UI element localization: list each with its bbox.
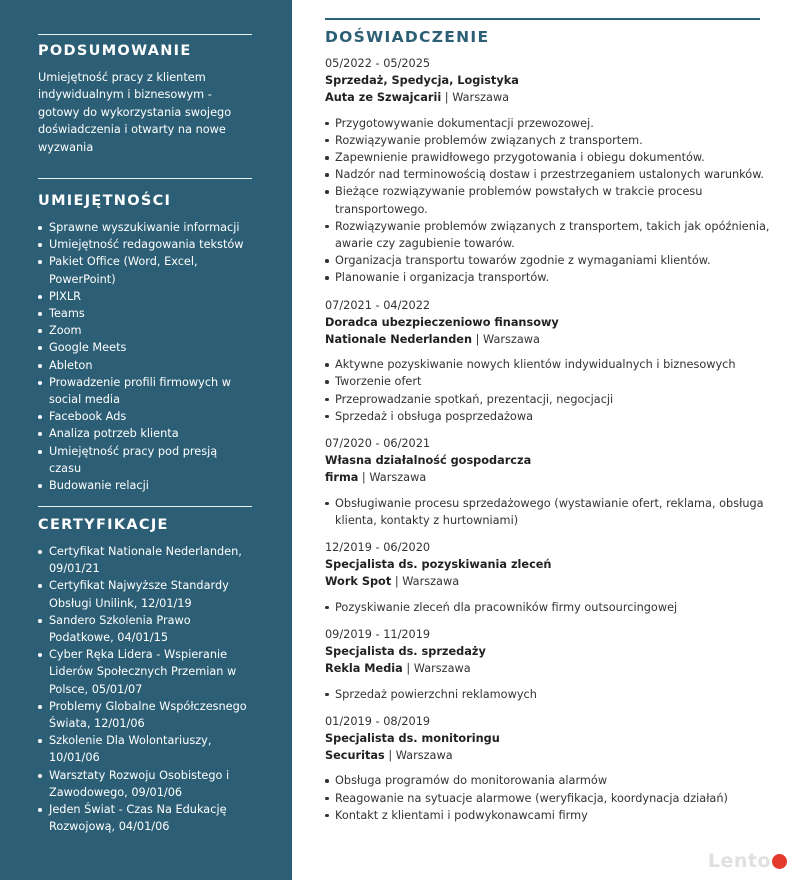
job-bullet: Reagowanie na sytuacje alarmowe (weryfikacja, koordynacja działań) (325, 790, 775, 807)
job-entry (325, 297, 775, 425)
skill-item: Zoom (38, 322, 252, 339)
job-bullet: Nadzór nad terminowością dostaw i przestrzeganiem ustalonych warunków. (325, 166, 775, 183)
divider (38, 178, 252, 179)
job-entry (325, 539, 775, 616)
job-bullet: Przeprowadzanie spotkań, prezentacji, negocjacji (325, 391, 775, 408)
cert-item: Cyber Ręka Lidera - Wspieranie Liderów Społecznych Przemian w Polsce, 05/01/07 (38, 646, 252, 698)
jobs-list (325, 55, 775, 834)
skills-title: UMIEJĘTNOŚCI (38, 193, 172, 209)
job-company: Nationale Nederlanden (325, 333, 473, 347)
job-location: | Warszawa (391, 575, 460, 589)
job-entry (325, 55, 775, 287)
job-dates: 07/2021 - 04/2022 (325, 298, 431, 312)
job-bullets (325, 599, 775, 616)
sidebar (0, 0, 292, 880)
skill-item: Pakiet Office (Word, Excel, PowerPoint) (38, 253, 252, 287)
job-location: | Warszawa (472, 333, 540, 347)
job-bullet: Planowanie i organizacja transportów. (325, 269, 775, 286)
job-entry (325, 626, 775, 703)
job-bullet: Zapewnienie prawidłowego przygotowania i obiegu dokumentów. (325, 149, 775, 166)
job-company-line (325, 331, 775, 348)
job-company-line (325, 747, 775, 764)
skill-item: Sprawne wyszukiwanie informacji (38, 219, 252, 236)
job-dates: 07/2020 - 06/2021 (325, 437, 431, 451)
skill-item: Prowadzenie profili firmowych w social media (38, 374, 252, 408)
job-location: | Warszawa (384, 749, 453, 763)
certs-list (38, 543, 252, 835)
watermark-dot-icon (772, 854, 787, 869)
watermark-text: Lento (707, 850, 771, 872)
divider (38, 506, 252, 507)
job-title: Sprzedaż, Spedycja, Logistyka (325, 74, 519, 88)
main-content (292, 0, 801, 880)
job-bullet: Pozyskiwanie zleceń dla pracowników firmy outsourcingowej (325, 599, 775, 616)
job-location: | Warszawa (358, 471, 427, 485)
skill-item: Umiejętność pracy pod presją czasu (38, 443, 252, 477)
skill-item: Teams (38, 305, 252, 322)
job-bullet: Przygotowywanie dokumentacji przewozowej. (325, 115, 775, 132)
job-dates: 05/2022 - 05/2025 (325, 57, 431, 70)
job-bullet: Bieżące rozwiązywanie problemów powstałych w trakcie procesu transportowego. (325, 183, 775, 217)
job-bullet: Rozwiązywanie problemów związanych z transportem, takich jak opóźnienia, awarie czy zagubienie towarów. (325, 218, 775, 252)
job-company-line (325, 469, 775, 486)
job-entry (325, 713, 775, 824)
job-company-line (325, 573, 775, 590)
cert-item: Szkolenie Dla Wolontariuszy, 10/01/06 (38, 732, 252, 766)
certs-title: CERTYFIKACJE (38, 517, 169, 533)
job-bullets (325, 772, 775, 824)
job-title: Specjalista ds. sprzedaży (325, 645, 486, 659)
job-title: Własna działalność gospodarcza (325, 454, 532, 468)
job-bullet: Aktywne pozyskiwanie nowych klientów indywidualnych i biznesowych (325, 356, 775, 373)
job-company: firma (325, 471, 359, 485)
cert-item: Certyfikat Nationale Nederlanden, 09/01/21 (38, 543, 252, 577)
job-entry (325, 435, 775, 529)
job-company-line (325, 89, 775, 106)
job-title: Doradca ubezpieczeniowo finansowy (325, 315, 559, 329)
cert-item: Problemy Globalne Współczesnego Świata, 12/01/06 (38, 698, 252, 732)
watermark-logo (708, 850, 787, 872)
job-dates: 01/2019 - 08/2019 (325, 714, 431, 728)
job-location: | Warszawa (402, 662, 471, 676)
job-bullets (325, 686, 775, 703)
job-bullet: Kontakt z klientami i podwykonawcami firmy (325, 807, 775, 824)
skill-item: PIXLR (38, 288, 252, 305)
experience-title: DOŚWIADCZENIE (325, 28, 490, 46)
skill-item: Budowanie relacji (38, 477, 252, 494)
job-bullet: Sprzedaż powierzchni reklamowych (325, 686, 775, 703)
cert-item: Jeden Świat - Czas Na Edukację Rozwojową, 04/01/06 (38, 801, 252, 835)
job-bullets (325, 356, 775, 425)
skill-item: Analiza potrzeb klienta (38, 425, 252, 442)
job-bullets (325, 495, 775, 529)
skills-section (38, 192, 252, 494)
skills-list (38, 219, 252, 494)
certs-section (38, 516, 252, 835)
job-bullet: Rozwiązywanie problemów związanych z transportem. (325, 132, 775, 149)
job-bullet: Obsługa programów do monitorowania alarmów (325, 772, 775, 789)
job-company: Auta ze Szwajcarii (325, 91, 442, 105)
divider (325, 18, 760, 20)
job-bullet: Obsługiwanie procesu sprzedażowego (wystawianie ofert, reklama, obsługa klienta, kontakty z hurtowniami) (325, 495, 775, 529)
job-bullet: Sprzedaż i obsługa posprzedażowa (325, 408, 775, 425)
job-company: Work Spot (325, 575, 392, 589)
job-title: Specjalista ds. monitoringu (325, 731, 500, 745)
cert-item: Certyfikat Najwyższe Standardy Obsługi Unilink, 12/01/19 (38, 577, 252, 611)
job-company: Rekla Media (325, 662, 403, 676)
job-dates: 09/2019 - 11/2019 (325, 627, 431, 641)
skill-item: Ableton (38, 357, 252, 374)
job-location: | Warszawa (441, 91, 510, 105)
skill-item: Google Meets (38, 339, 252, 356)
summary-section (38, 42, 252, 156)
job-dates: 12/2019 - 06/2020 (325, 541, 431, 555)
summary-text: Umiejętność pracy z klientem indywidualnym i biznesowym - gotowy do wykorzystania swojego doświadczenia i otwarty na nowe wyzwania (38, 71, 232, 154)
skill-item: Facebook Ads (38, 408, 252, 425)
job-bullets (325, 115, 775, 287)
job-company-line (325, 660, 775, 677)
job-bullet: Tworzenie ofert (325, 373, 775, 390)
divider (38, 34, 252, 35)
job-title: Specjalista ds. pozyskiwania zleceń (325, 558, 552, 572)
summary-title: PODSUMOWANIE (38, 43, 192, 59)
job-company: Securitas (325, 749, 385, 763)
skill-item: Umiejętność redagowania tekstów (38, 236, 252, 253)
cert-item: Warsztaty Rozwoju Osobistego i Zawodowego, 09/01/06 (38, 767, 252, 801)
job-bullet: Organizacja transportu towarów zgodnie z wymaganiami klientów. (325, 252, 775, 269)
cert-item: Sandero Szkolenia Prawo Podatkowe, 04/01/15 (38, 612, 252, 646)
